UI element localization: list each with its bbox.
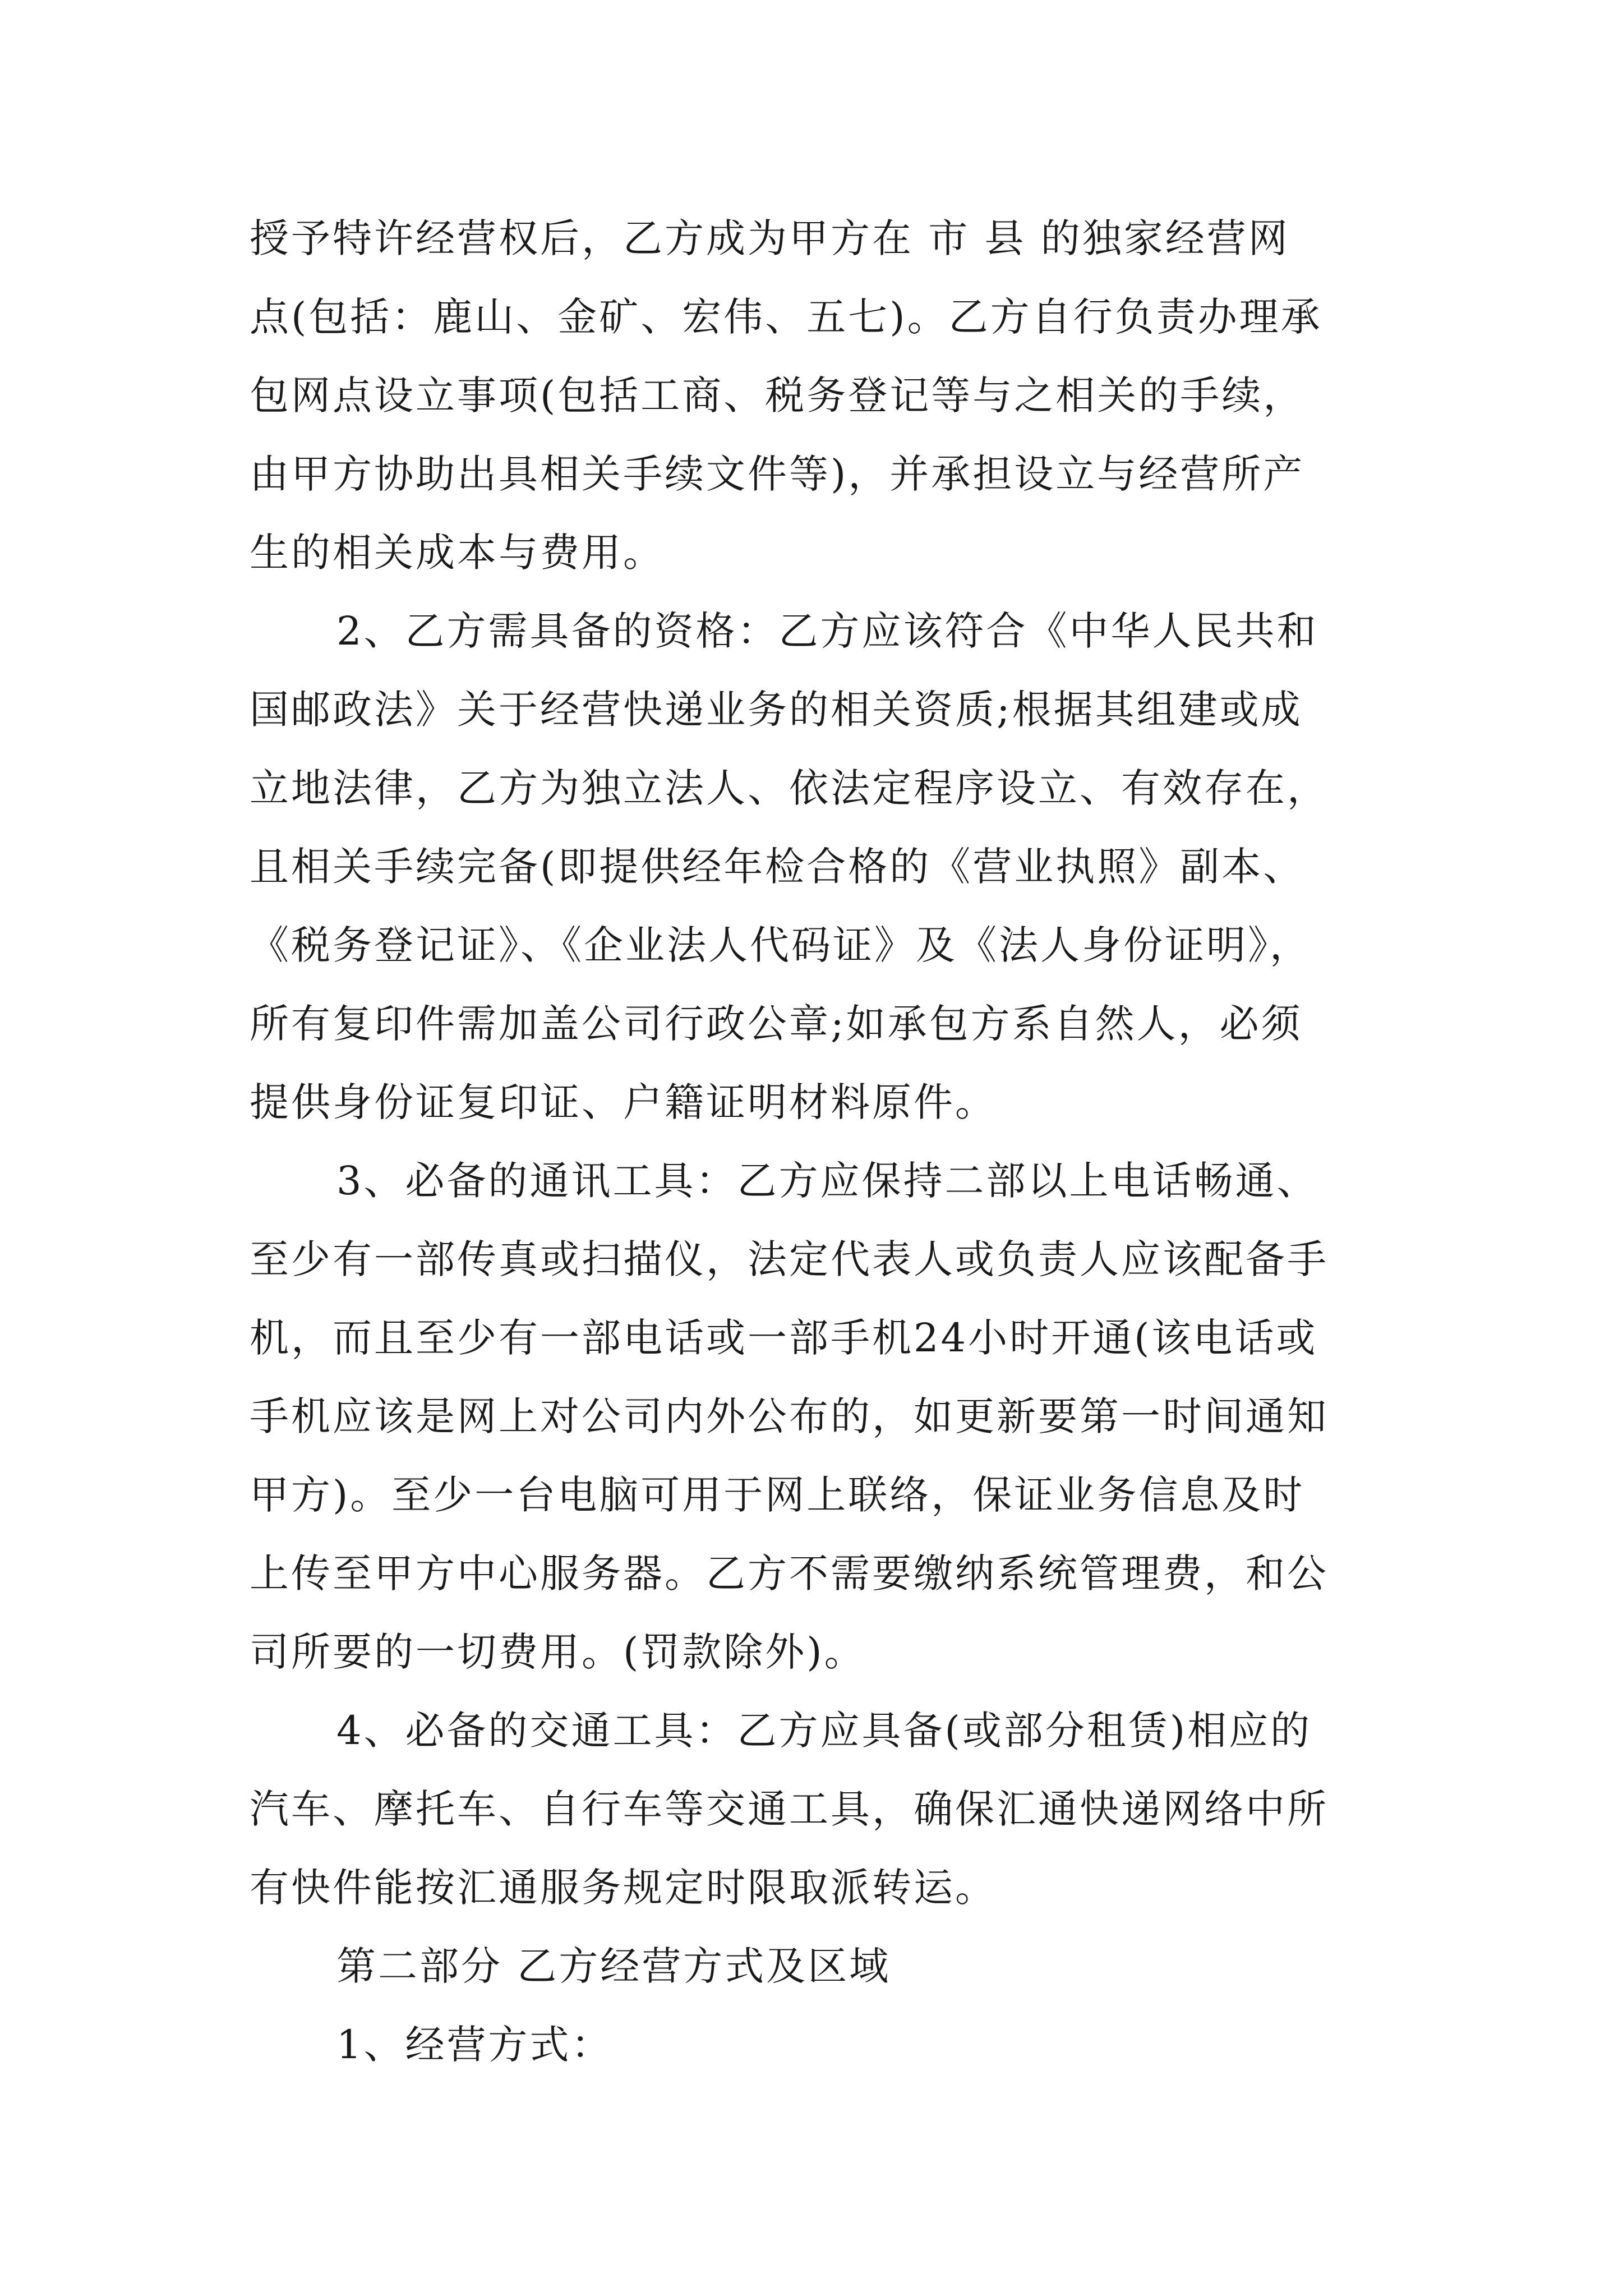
text-line: 汽车、摩托车、自行车等交通工具，确保汇通快递网络中所 [250,1786,1329,1832]
paragraph-start-line: 3、必备的通讯工具：乙方应保持二部以上电话畅通、 [336,1158,1318,1204]
text-line: 包网点设立事项(包括工商、税务登记等与之相关的手续， [250,372,1305,418]
text-line: 有快件能按汇通服务规定时限取派转运。 [250,1865,997,1911]
text-line: 且相关手续完备(即提供经年检合格的《营业执照》副本、 [250,844,1305,890]
text-line: 上传至甲方中心服务器。乙方不需要缴纳系统管理费，和公 [250,1550,1329,1596]
text-line: 生的相关成本与费用。 [250,530,665,576]
text-line: 司所要的一切费用。(罚款除外)。 [250,1629,866,1675]
text-line: 机，而且至少有一部电话或一部手机24小时开通(该电话或 [250,1315,1318,1361]
text-line: 提供身份证复印证、户籍证明材料原件。 [250,1079,997,1125]
paragraph-start-line: 2、乙方需具备的资格：乙方应该符合《中华人民共和 [336,608,1318,654]
text-line: 由甲方协助出具相关手续文件等)，并承担设立与经营所产 [250,451,1305,497]
text-line: 《税务登记证》、《企业法人代码证》及《法人身份证明》， [250,922,1311,968]
text-line: 国邮政法》关于经营快递业务的相关资质;根据其组建或成 [250,687,1303,733]
subsection-heading: 1、经营方式： [336,2022,613,2068]
paragraph-start-line: 4、必备的交通工具：乙方应具备(或部分租赁)相应的 [336,1708,1312,1754]
text-line: 甲方)。至少一台电脑可用于网上联络，保证业务信息及时 [250,1472,1305,1518]
section-heading: 第二部分 乙方经营方式及区域 [336,1943,891,1989]
text-line: 点(包括：鹿山、金矿、宏伟、五七)。乙方自行负责办理承 [250,294,1322,340]
text-line: 授予特许经营权后，乙方成为甲方在 市 县 的独家经营网 [250,215,1290,261]
text-line: 手机应该是网上对公司内外公布的，如更新要第一时间通知 [250,1393,1329,1439]
text-line: 至少有一部传真或扫描仪，法定代表人或负责人应该配备手 [250,1236,1329,1282]
text-line: 所有复印件需加盖公司行政公章;如承包方系自然人，必须 [250,1001,1303,1047]
text-line: 立地法律，乙方为独立法人、依法定程序设立、有效存在， [250,765,1329,811]
